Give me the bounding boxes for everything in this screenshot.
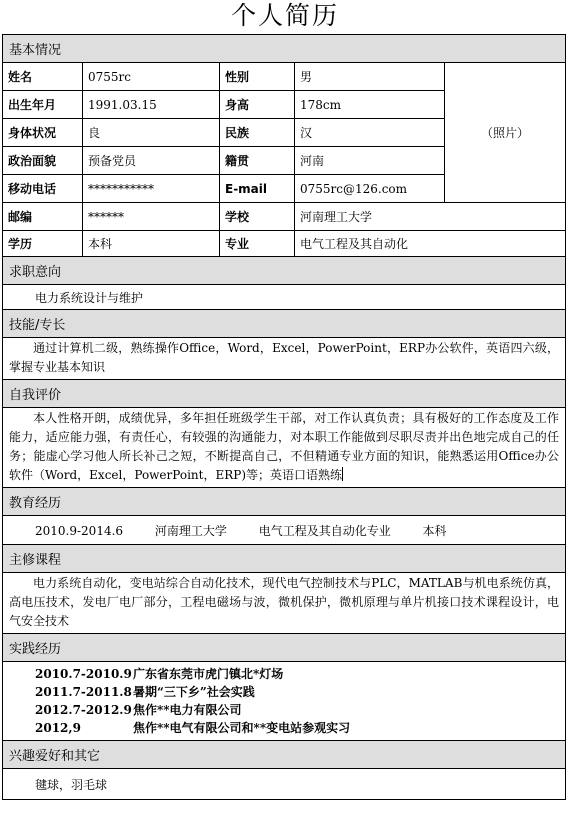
height-value: 178cm	[295, 91, 445, 119]
education-major: 电气工程及其自动化专业	[258, 523, 391, 538]
self-evaluation-cell[interactable]	[3, 408, 566, 488]
list-item	[35, 683, 565, 701]
practice-desc: 广东省东莞市虎门镇北*灯场	[133, 667, 284, 681]
practice-list	[3, 662, 566, 741]
birth-value: 1991.03.15	[83, 91, 220, 119]
section-practice: 实践经历	[3, 634, 566, 662]
photo-placeholder: （照片）	[445, 63, 566, 203]
education-period: 2010.9-2014.6	[35, 523, 124, 538]
hobbies-text: 毽球，羽毛球	[3, 769, 566, 800]
text-cursor	[342, 467, 343, 481]
practice-desc: 暑期“三下乡”社会实践	[133, 685, 255, 699]
section-skills: 技能/专长	[3, 310, 566, 338]
ethnicity-label: 民族	[220, 119, 295, 147]
list-item	[35, 665, 565, 683]
politics-value: 预备党员	[83, 147, 220, 175]
email-value: 0755rc@126.com	[295, 175, 445, 203]
zip-value: ******	[83, 203, 220, 231]
health-label: 身体状况	[3, 119, 83, 147]
section-self-evaluation: 自我评价	[3, 380, 566, 408]
practice-desc: 焦作**电力有限公司	[133, 703, 242, 717]
phone-label: 移动电话	[3, 175, 83, 203]
origin-value: 河南	[295, 147, 445, 175]
resume-table	[2, 34, 566, 800]
self-evaluation-text: 本人性格开朗，成绩优异，多年担任班级学生干部，对工作认真负责；具有极好的工作态度及工作能力，适应能力强，有责任心，有较强的沟通能力，对本职工作能做到尽职尽责并出色地完成自己的任务；能虚心学习他人所长补己之短，不断提高自己，不但精通专业方面的知识，能熟悉运用Office办公软件（Word，Excel，PowerPoint，ERP)等；英语口语熟练	[9, 411, 560, 482]
origin-label: 籍贯	[220, 147, 295, 175]
section-basic: 基本情况	[3, 35, 566, 63]
degree-label: 学历	[3, 231, 83, 257]
courses-text: 电力系统自动化，变电站综合自动化技术，现代电气控制技术与PLC，MATLAB与机电系统仿真，高电压技术，发电厂电厂部分，工程电磁场与波，微机保护，微机原理与单片机接口技术课程设计，电气安全技术	[3, 573, 566, 634]
education-school: 河南理工大学	[154, 523, 227, 538]
health-value: 良	[83, 119, 220, 147]
name-label: 姓名	[3, 63, 83, 91]
section-education: 教育经历	[3, 488, 566, 516]
degree-value: 本科	[83, 231, 220, 257]
list-item	[35, 719, 565, 737]
politics-label: 政治面貌	[3, 147, 83, 175]
school-label: 学校	[220, 203, 295, 231]
ethnicity-value: 汉	[295, 119, 445, 147]
section-courses: 主修课程	[3, 545, 566, 573]
objective-text: 电力系统设计与维护	[3, 285, 566, 310]
school-value: 河南理工大学	[295, 203, 566, 231]
practice-date: 2012,9	[35, 721, 81, 735]
email-label: E-mail	[220, 175, 295, 203]
major-value: 电气工程及其自动化	[295, 231, 566, 257]
practice-date: 2010.7-2010.9	[35, 667, 132, 681]
phone-value: ***********	[83, 175, 220, 203]
birth-label: 出生年月	[3, 91, 83, 119]
page-title: 个人简历	[230, 1, 339, 30]
education-entry	[3, 516, 566, 545]
gender-value: 男	[295, 63, 445, 91]
practice-date: 2011.7-2011.8	[35, 685, 132, 699]
list-item	[35, 701, 565, 719]
height-label: 身高	[220, 91, 295, 119]
practice-desc: 焦作**电气有限公司和**变电站参观实习	[133, 721, 351, 735]
practice-date: 2012.7-2012.9	[35, 703, 132, 717]
section-hobbies: 兴趣爱好和其它	[3, 741, 566, 769]
education-degree: 本科	[422, 523, 447, 538]
skills-text: 通过计算机二级，熟练操作Office，Word，Excel，PowerPoint，ERP办公软件，英语四六级，掌握专业基本知识	[3, 338, 566, 380]
major-label: 专业	[220, 231, 295, 257]
gender-label: 性别	[220, 63, 295, 91]
zip-label: 邮编	[3, 203, 83, 231]
name-value: 0755rc	[83, 63, 220, 91]
section-objective: 求职意向	[3, 257, 566, 285]
